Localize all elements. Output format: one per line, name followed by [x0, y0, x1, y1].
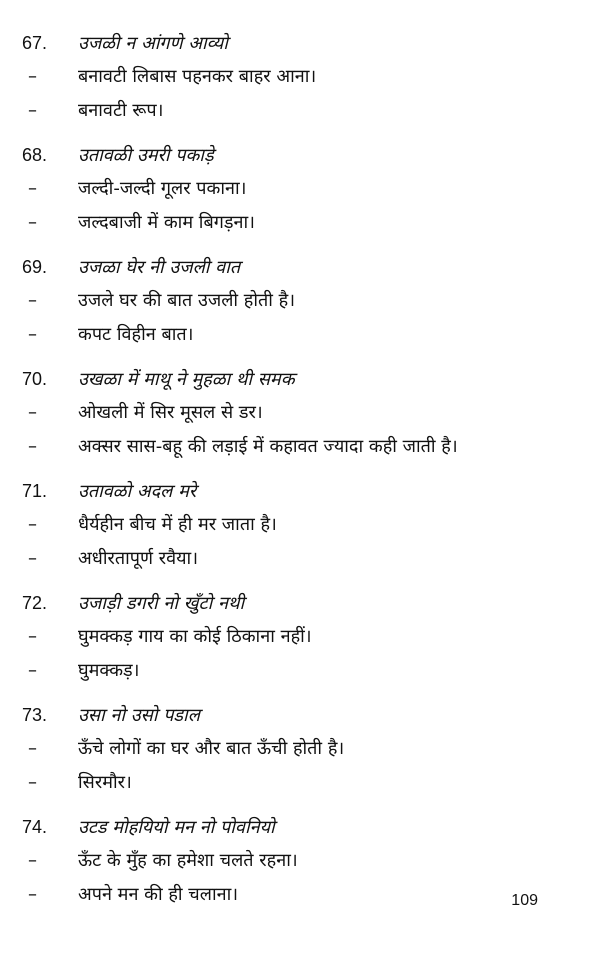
entry-number: 73.: [22, 705, 48, 725]
dash-marker: –: [28, 324, 37, 345]
meaning-text: जल्दबाजी में काम बिगड़ना।: [78, 212, 255, 233]
meaning-line: [22, 318, 582, 352]
page-number: 109: [511, 892, 538, 909]
meaning-line: [22, 206, 582, 240]
meaning-text: उजले घर की बात उजली होती है।: [78, 290, 296, 311]
meaning-line: [22, 94, 582, 128]
proverb-line: [22, 362, 582, 396]
dash-marker: –: [28, 66, 37, 87]
meaning-line: [22, 284, 582, 318]
proverb-entry: [22, 810, 582, 912]
meaning-text: अधीरतापूर्ण रवैया।: [78, 548, 199, 569]
meaning-line: [22, 654, 582, 688]
proverb-text: उजाड़ी डगरी नो खुँटो नथी: [78, 593, 245, 614]
proverb-line: [22, 810, 582, 844]
meaning-text: घुमक्कड़ गाय का कोई ठिकाना नहीं।: [78, 626, 312, 647]
meaning-line: [22, 878, 582, 912]
proverb-text: उखळा में माथू ने मुहळा थी समक: [78, 369, 295, 390]
meaning-text: सिरमौर।: [78, 772, 132, 793]
dash-marker: –: [28, 514, 37, 535]
meaning-line: [22, 508, 582, 542]
dash-marker: –: [28, 884, 37, 905]
entry-number: 72.: [22, 593, 48, 613]
proverb-line: [22, 250, 582, 284]
dash-marker: –: [28, 738, 37, 759]
meaning-text: अक्सर सास-बहू की लड़ाई में कहावत ज्यादा कही जाती है।: [78, 436, 458, 457]
entry-number: 71.: [22, 481, 48, 501]
proverb-text: उजळी न आंगणे आव्यो: [78, 33, 228, 54]
proverb-entry: [22, 362, 582, 464]
proverb-entry: [22, 698, 582, 800]
meaning-line: [22, 766, 582, 800]
proverb-entry: [22, 138, 582, 240]
entry-number: 68.: [22, 145, 48, 165]
proverb-text: उटड मोहयियो मन नो पोवनियो: [78, 817, 275, 838]
proverb-line: [22, 586, 582, 620]
proverb-entry: [22, 250, 582, 352]
meaning-line: [22, 620, 582, 654]
proverb-entry: [22, 586, 582, 688]
meaning-text: जल्दी-जल्दी गूलर पकाना।: [78, 178, 247, 199]
meaning-text: धैर्यहीन बीच में ही मर जाता है।: [78, 514, 277, 535]
meaning-text: घुमक्कड़।: [78, 660, 140, 681]
meaning-line: [22, 430, 582, 464]
meaning-text: कपट विहीन बात।: [78, 324, 194, 345]
proverb-text: उजळा घेर नी उजली वात: [78, 257, 241, 278]
dash-marker: –: [28, 850, 37, 871]
entry-number: 69.: [22, 257, 48, 277]
dash-marker: –: [28, 100, 37, 121]
meaning-line: [22, 396, 582, 430]
meaning-text: अपने मन की ही चलाना।: [78, 884, 239, 905]
proverb-line: [22, 138, 582, 172]
dash-marker: –: [28, 626, 37, 647]
proverb-text: उतावळो अदल मरे: [78, 481, 197, 502]
proverb-entry: [22, 26, 582, 128]
dash-marker: –: [28, 178, 37, 199]
dash-marker: –: [28, 772, 37, 793]
proverb-line: [22, 474, 582, 508]
dash-marker: –: [28, 212, 37, 233]
dash-marker: –: [28, 660, 37, 681]
meaning-line: [22, 844, 582, 878]
proverb-list: [22, 26, 582, 922]
meaning-text: ऊँट के मुँह का हमेशा चलते रहना।: [78, 850, 298, 871]
proverb-line: [22, 698, 582, 732]
entry-number: 74.: [22, 817, 48, 837]
entry-number: 70.: [22, 369, 48, 389]
meaning-line: [22, 542, 582, 576]
meaning-text: ऊँचे लोगों का घर और बात ऊँची होती है।: [78, 738, 345, 759]
meaning-text: ओखली में सिर मूसल से डर।: [78, 402, 263, 423]
proverb-text: उतावळी उमरी पकाड़े: [78, 145, 214, 166]
meaning-text: बनावटी लिबास पहनकर बाहर आना।: [78, 66, 317, 87]
meaning-line: [22, 60, 582, 94]
proverb-line: [22, 26, 582, 60]
entry-number: 67.: [22, 33, 48, 53]
meaning-text: बनावटी रूप।: [78, 100, 164, 121]
meaning-line: [22, 732, 582, 766]
proverb-text: उसा नो उसो पडाल: [78, 705, 200, 726]
dash-marker: –: [28, 290, 37, 311]
dash-marker: –: [28, 548, 37, 569]
proverb-entry: [22, 474, 582, 576]
meaning-line: [22, 172, 582, 206]
dash-marker: –: [28, 402, 37, 423]
dash-marker: –: [28, 436, 37, 457]
